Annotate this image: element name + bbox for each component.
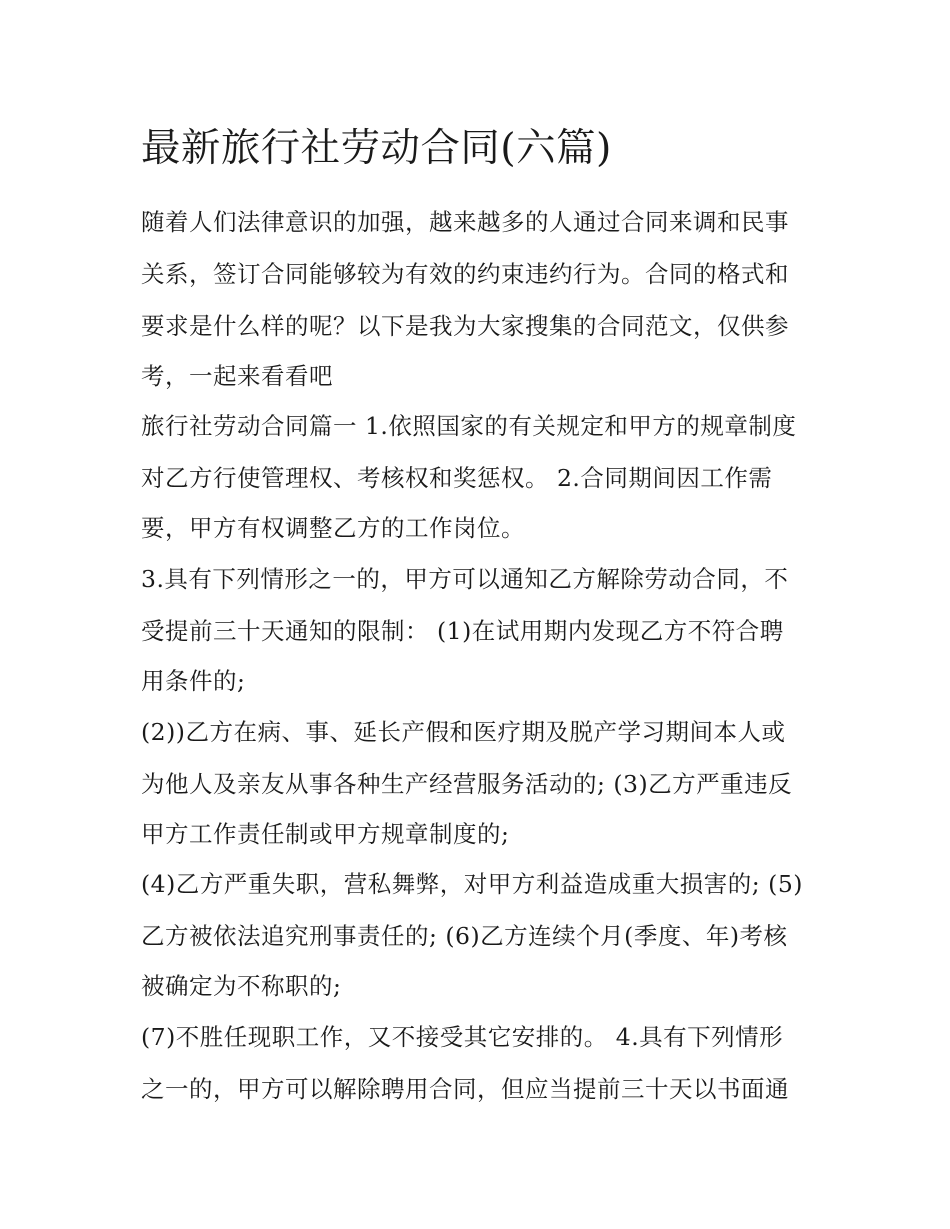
paragraph-line: (7)不胜任现职工作，又不接受其它安排的。 4.具有下列情形 (141, 1023, 784, 1051)
paragraph-line: 甲方工作责任制或甲方规章制度的; (141, 820, 510, 848)
paragraph-line: 要求是什么样的呢？以下是我为大家搜集的合同范文，仅供参 (141, 312, 789, 340)
paragraph-line: 被确定为不称职的; (141, 972, 342, 1000)
document-title: 最新旅行社劳动合同(六篇) (141, 125, 612, 171)
paragraph-line: 旅行社劳动合同篇一 1.依照国家的有关规定和甲方的规章制度 (141, 412, 797, 440)
paragraph-line: 受提前三十天通知的限制： (1)在试用期内发现乙方不符合聘 (141, 617, 784, 645)
paragraph-line: 对乙方行使管理权、考核权和奖惩权。 2.合同期间因工作需 (141, 464, 773, 492)
paragraph-line: 之一的，甲方可以解除聘用合同，但应当提前三十天以书面通 (141, 1075, 789, 1103)
paragraph-line: 3.具有下列情形之一的，甲方可以通知乙方解除劳动合同，不 (141, 565, 789, 593)
paragraph-line: (4)乙方严重失职，营私舞弊，对甲方利益造成重大损害的; (5) (141, 870, 803, 898)
paragraph-line: 乙方被依法追究刑事责任的; (6)乙方连续个月(季度、年)考核 (141, 922, 788, 950)
paragraph-line: 关系，签订合同能够较为有效的约束违约行为。合同的格式和 (141, 260, 789, 288)
paragraph-line: 为他人及亲友从事各种生产经营服务活动的; (3)乙方严重违反 (141, 770, 793, 798)
paragraph-line: 用条件的; (141, 667, 246, 695)
paragraph-line: 考，一起来看看吧 (141, 362, 333, 390)
paragraph-line: (2))乙方在病、事、延长产假和医疗期及脱产学习期间本人或 (141, 718, 786, 746)
paragraph-line: 随着人们法律意识的加强，越来越多的人通过合同来调和民事 (141, 208, 789, 236)
paragraph-line: 要，甲方有权调整乙方的工作岗位。 (141, 514, 525, 542)
